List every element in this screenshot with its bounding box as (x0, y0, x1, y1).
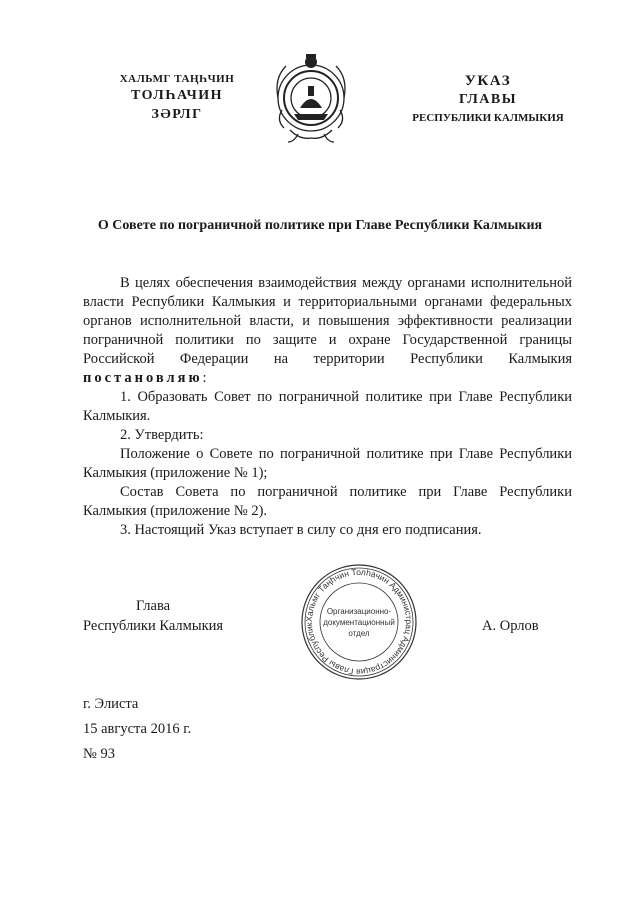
official-stamp (299, 562, 419, 682)
signature-name: А. Орлов (482, 618, 539, 634)
signature-position-line1: Глава (136, 598, 171, 614)
header-left (92, 73, 262, 123)
stamp-inner-line2: документационный (323, 618, 395, 627)
header-right (398, 73, 578, 124)
footer-date: 15 августа 2016 г. (83, 721, 192, 737)
stamp-inner-line1: Организационно- (326, 607, 392, 616)
document-body (83, 274, 572, 540)
header-right-line1: УКАЗ (464, 73, 512, 89)
preamble-text: В целях обеспечения взаимодействия между органами исполнительной власти Республики Калмыкия и территориальными органами федеральных органов исполнительной власти, и повышения эффективности реализации пограничной политики по защите и охране Государственной границы Российской Федерации на территории Республики Калмыкия (83, 275, 572, 367)
signature-position-line2: Республики Калмыкия (83, 618, 224, 634)
header-right-line2: ГЛАВЫ (459, 92, 517, 107)
point-2b: Состав Совета по пограничной политике при Главе Республики Калмыкия (приложение № 2). (83, 484, 572, 519)
header-left-line1: ХАЛЬМГ ТАҢҺЧИН (119, 73, 235, 85)
header-left-line2: ТОЛҺАЧИН (130, 88, 224, 103)
header-right-line3: РЕСПУБЛИКИ КАЛМЫКИЯ (412, 112, 564, 124)
footer-number: № 93 (83, 746, 115, 762)
point-3: 3. Настоящий Указ вступает в силу со дня его подписания. (120, 522, 482, 538)
signature-position (83, 596, 253, 636)
point-2a: Положение о Совете по пограничной политике при Главе Республики Калмыкия (приложение № 1); (83, 446, 572, 481)
document-title: О Совете по пограничной политике при Главе Республики Калмыкия (97, 218, 543, 233)
coat-of-arms-icon (270, 48, 352, 144)
point-2: 2. Утвердить: (120, 427, 204, 443)
stamp-inner (321, 606, 397, 639)
point-1: 1. Образовать Совет по пограничной политике при Главе Республики Калмыкия. (83, 389, 572, 424)
footer-city: г. Элиста (83, 696, 139, 712)
stamp-outer-text: Хальмг Таңһчин Толһачин Администрац Администрация Главы Республик (303, 566, 415, 678)
preamble-paragraph: В целях обеспечения взаимодействия между органами исполнительной власти Республики Калмыкия и территориальными органами федеральных органов исполнительной власти, и повышения эффективности реализации пограничной политики по защите и охране Государственной границы Российской Федерации на территории Республики Калмыкия постановляю: (83, 275, 572, 386)
decree-word: постановляю (83, 370, 203, 386)
header-left-line3: ЗӘРЛГ (151, 107, 203, 122)
stamp-inner-line3: отдел (348, 629, 370, 638)
